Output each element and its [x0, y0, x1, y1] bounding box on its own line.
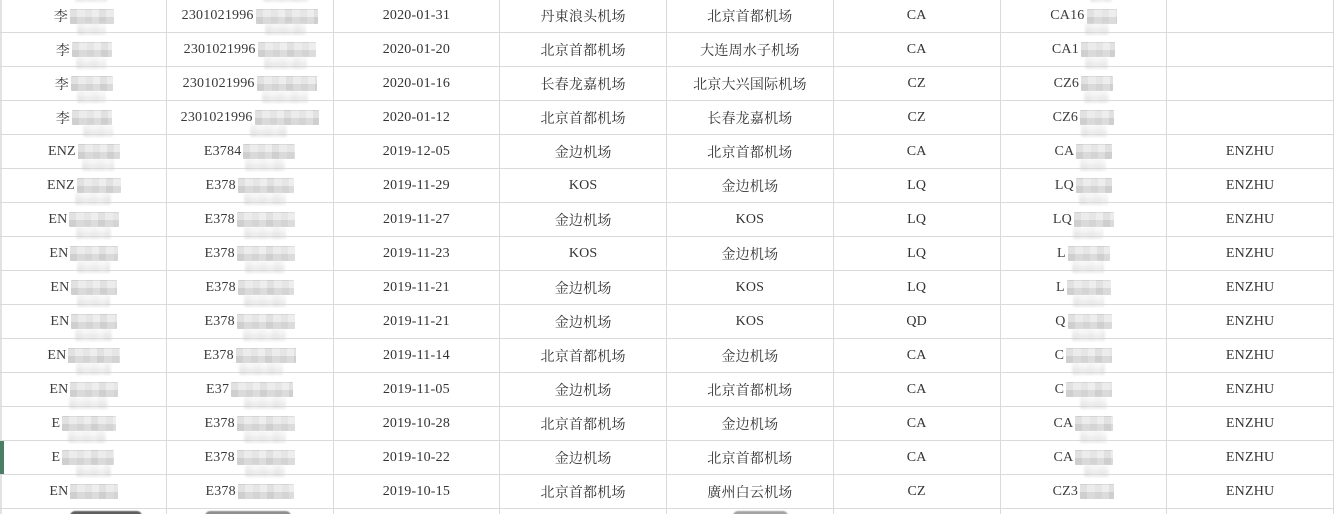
- cell-flight-date-text: 2020-01-31: [382, 8, 451, 23]
- cell-flight-number-visible-text: CZ6: [1053, 75, 1080, 91]
- cell-arrival-airport[interactable]: [667, 407, 834, 440]
- cell-arrival-airport-text: 北京首都机场: [707, 10, 793, 25]
- cell-flight-date[interactable]: [334, 373, 501, 406]
- redacted-blur: [1075, 450, 1113, 465]
- cell-arrival-airport[interactable]: [667, 0, 834, 32]
- cell-id-number-visible-text: E378: [204, 449, 235, 465]
- cell-flight-number-visible-text: CZ6: [1052, 109, 1079, 125]
- cell-departure-airport[interactable]: [500, 441, 667, 474]
- cell-id-number-visible-text: E378: [205, 177, 236, 193]
- cell-departure-airport-text: 长春龙嘉机场: [540, 77, 626, 93]
- cell-remark[interactable]: [1167, 271, 1334, 304]
- cell-flight-number-visible-text: LQ: [1052, 211, 1072, 227]
- cell-passenger-name-visible-text: EN: [49, 245, 69, 261]
- redacted-blur: [238, 178, 294, 193]
- redacted-blur: [1076, 178, 1112, 193]
- cell-arrival-airport[interactable]: [667, 169, 834, 202]
- redacted-blur: [238, 280, 294, 295]
- redacted-blur: [243, 144, 295, 159]
- cell-passenger-name-visible-text: E: [51, 449, 61, 465]
- cell-departure-airport[interactable]: [500, 169, 667, 202]
- cell-flight-date-text: 2020-01-16: [382, 75, 451, 91]
- redacted-blur: [237, 416, 295, 431]
- redacted-blur: [62, 450, 114, 465]
- redacted-blur: [237, 450, 295, 465]
- cell-remark[interactable]: [1167, 0, 1334, 32]
- row-selection-indicator: [0, 441, 4, 474]
- cell-departure-airport-text: KOS: [568, 245, 598, 261]
- cell-airline-code-text: CZ: [907, 483, 926, 499]
- cell-flight-date[interactable]: [334, 203, 501, 236]
- cell-departure-airport-text: 金边机场: [554, 281, 612, 297]
- cell-arrival-airport-text: 金边机场: [721, 417, 779, 433]
- cell-id-number[interactable]: [167, 33, 334, 66]
- table-row-partial: [0, 509, 1334, 514]
- redacted-blur: [69, 212, 119, 227]
- cell-arrival-airport-text: 金边机场: [721, 349, 779, 365]
- redacted-blur: [78, 144, 120, 159]
- cell-passenger-name-visible-text: 李: [55, 43, 70, 59]
- cell-remark-text: ENZHU: [1225, 347, 1275, 363]
- cell-airline-code[interactable]: [834, 0, 1001, 32]
- cell-remark-text: ENZHU: [1225, 449, 1275, 465]
- table-row: [0, 271, 1334, 305]
- cell-passenger-name-visible-text: EN: [48, 211, 68, 227]
- cell-arrival-airport[interactable]: [667, 67, 834, 100]
- cell-remark-text: ENZHU: [1225, 415, 1275, 431]
- cell-id-number-visible-text: E37: [206, 381, 230, 397]
- cell-arrival-airport-text: 廣州白云机场: [707, 485, 793, 501]
- cell-airline-code-text: LQ: [907, 177, 927, 193]
- redacted-blur: [70, 9, 114, 24]
- cell-departure-airport[interactable]: [500, 237, 667, 270]
- cell-arrival-airport[interactable]: [667, 441, 834, 474]
- cell-airline-code[interactable]: [834, 67, 1001, 100]
- cell-departure-airport-text: 金边机场: [554, 383, 612, 399]
- cell-flight-date[interactable]: [334, 475, 501, 508]
- cell-arrival-airport-text: 北京首都机场: [707, 451, 793, 467]
- cell-arrival-airport[interactable]: [667, 475, 834, 508]
- redacted-blur: [1068, 314, 1112, 329]
- cell-passenger-name-visible-text: E: [51, 415, 61, 431]
- cell-flight-date-text: 2019-11-27: [382, 211, 450, 227]
- cell-id-number-visible-text: E3784: [203, 143, 242, 159]
- table-row: [0, 33, 1334, 67]
- cell-id-number-visible-text: E378: [204, 245, 235, 261]
- cell-airline-code[interactable]: [834, 441, 1001, 474]
- redacted-blur: [1087, 9, 1117, 24]
- cell-flight-date-text: 2019-11-21: [382, 279, 450, 295]
- cell-remark[interactable]: [1167, 441, 1334, 474]
- cell-arrival-airport[interactable]: [667, 237, 834, 270]
- cell-airline-code[interactable]: [834, 271, 1001, 304]
- redacted-blur: [257, 76, 317, 91]
- cell-flight-date[interactable]: [334, 169, 501, 202]
- cell-departure-airport-text: 金边机场: [554, 451, 612, 467]
- cell-flight-date[interactable]: [334, 407, 501, 440]
- cell-remark-text: ENZHU: [1225, 381, 1275, 397]
- cell-airline-code-text: CA: [906, 381, 927, 397]
- cell-remark[interactable]: [1167, 339, 1334, 372]
- redacted-blur: [1076, 144, 1112, 159]
- partial-cell: [1001, 509, 1168, 514]
- cell-flight-number[interactable]: [1001, 0, 1168, 32]
- cell-flight-date-text: 2020-01-20: [382, 41, 451, 57]
- cell-airline-code[interactable]: [834, 305, 1001, 338]
- redacted-blur: [72, 110, 112, 125]
- cell-arrival-airport-text: 北京首都机场: [707, 383, 793, 399]
- cell-arrival-airport[interactable]: [667, 339, 834, 372]
- cell-flight-number[interactable]: [1001, 33, 1168, 66]
- cell-flight-date-text: 2019-10-22: [382, 449, 451, 465]
- cell-id-number-visible-text: E378: [203, 347, 234, 363]
- cell-id-number-visible-text: E378: [205, 483, 236, 499]
- redacted-blur: [1075, 416, 1113, 431]
- table-row: [0, 67, 1334, 101]
- table-row: [0, 203, 1334, 237]
- redacted-blur: [68, 348, 120, 363]
- cell-flight-number-visible-text: CA: [1054, 143, 1075, 159]
- cell-remark-text: ENZHU: [1225, 177, 1275, 193]
- cell-airline-code[interactable]: [834, 475, 1001, 508]
- cell-departure-airport[interactable]: [500, 203, 667, 236]
- table-row: [0, 441, 1334, 475]
- cell-airline-code[interactable]: [834, 237, 1001, 270]
- cell-flight-date[interactable]: [334, 0, 501, 32]
- redacted-blur: [70, 246, 118, 261]
- cell-flight-date-text: 2019-11-23: [382, 245, 450, 261]
- cell-id-number-visible-text: E378: [204, 211, 235, 227]
- cell-departure-airport-text: 北京首都机场: [540, 349, 626, 365]
- cell-departure-airport[interactable]: [500, 67, 667, 100]
- cell-id-number-visible-text: E378: [205, 279, 236, 295]
- cell-airline-code-text: CA: [906, 415, 927, 431]
- cell-airline-code[interactable]: [834, 33, 1001, 66]
- cell-airline-code-text: CZ: [907, 109, 926, 125]
- cell-departure-airport[interactable]: [500, 33, 667, 66]
- cell-departure-airport[interactable]: [500, 305, 667, 338]
- cell-flight-date-text: 2019-10-15: [382, 483, 451, 499]
- cell-departure-airport-text: 北京首都机场: [540, 43, 626, 59]
- cell-departure-airport-text: 金边机场: [554, 145, 612, 161]
- cell-id-number[interactable]: [167, 67, 334, 100]
- cell-flight-number-visible-text: Q: [1055, 313, 1066, 329]
- redacted-blur: [237, 246, 295, 261]
- table-row: [0, 373, 1334, 407]
- cell-id-number-visible-text: 2301021996: [182, 75, 255, 91]
- cell-remark-text: ENZHU: [1225, 245, 1275, 261]
- cell-remark[interactable]: [1167, 305, 1334, 338]
- cell-flight-date[interactable]: [334, 101, 501, 134]
- table-row: [0, 407, 1334, 441]
- cell-flight-number-visible-text: CA: [1053, 449, 1074, 465]
- cell-arrival-airport-text: KOS: [735, 313, 765, 329]
- redacted-blur: [1080, 110, 1114, 125]
- cell-flight-date[interactable]: [334, 237, 501, 270]
- redacted-blur: [1074, 212, 1114, 227]
- redacted-blur: [71, 314, 117, 329]
- cell-remark[interactable]: [1167, 203, 1334, 236]
- cell-airline-code-text: CA: [906, 8, 927, 23]
- cell-flight-date-text: 2019-11-21: [382, 313, 450, 329]
- cell-airline-code[interactable]: [834, 407, 1001, 440]
- cell-arrival-airport-text: 北京首都机场: [707, 145, 793, 161]
- cell-flight-number-visible-text: L: [1056, 245, 1066, 261]
- cell-departure-airport[interactable]: [500, 373, 667, 406]
- cell-departure-airport-text: 北京首都机场: [540, 417, 626, 433]
- redacted-blur: [70, 382, 118, 397]
- cell-arrival-airport[interactable]: [667, 373, 834, 406]
- redacted-blur: [1066, 382, 1112, 397]
- cell-flight-date-text: 2019-11-29: [382, 177, 450, 193]
- redacted-blur: [258, 42, 316, 57]
- cell-flight-date[interactable]: [334, 271, 501, 304]
- cell-arrival-airport-text: 长春龙嘉机场: [707, 111, 793, 127]
- cell-remark-text: ENZHU: [1225, 211, 1275, 227]
- cell-airline-code-text: CA: [906, 449, 927, 465]
- cell-airline-code-text: CZ: [907, 75, 926, 91]
- cell-flight-date-text: 2019-11-05: [382, 381, 450, 397]
- redacted-blur: [1067, 280, 1111, 295]
- cell-arrival-airport[interactable]: [667, 271, 834, 304]
- redacted-blur: [237, 314, 295, 329]
- partial-cell: [334, 509, 501, 514]
- cell-airline-code[interactable]: [834, 373, 1001, 406]
- cell-id-number-visible-text: 2301021996: [180, 109, 253, 125]
- cell-flight-date[interactable]: [334, 33, 501, 66]
- cell-flight-number-visible-text: CA: [1053, 415, 1074, 431]
- cell-arrival-airport[interactable]: [667, 203, 834, 236]
- cell-passenger-name-visible-text: EN: [49, 483, 69, 499]
- cell-remark-text: ENZHU: [1225, 143, 1275, 159]
- redacted-blur: [62, 416, 116, 431]
- cell-id-number-visible-text: E378: [204, 313, 235, 329]
- redacted-blur: [231, 382, 293, 397]
- cell-departure-airport[interactable]: [500, 101, 667, 134]
- cell-id-number-visible-text: 2301021996: [181, 8, 254, 23]
- cell-flight-number[interactable]: [1001, 475, 1168, 508]
- cell-passenger-name[interactable]: [0, 475, 167, 508]
- redacted-blur: [255, 110, 319, 125]
- cell-passenger-name-visible-text: ENZ: [47, 143, 76, 159]
- cell-id-number[interactable]: [167, 0, 334, 32]
- redacted-blur: [1068, 246, 1110, 261]
- cell-arrival-airport[interactable]: [667, 305, 834, 338]
- table-row: [0, 135, 1334, 169]
- table-row: [0, 475, 1334, 509]
- cell-passenger-name-visible-text: 李: [54, 77, 69, 93]
- table-row: [0, 101, 1334, 135]
- cell-airline-code-text: CA: [906, 41, 927, 57]
- redacted-blur: [71, 76, 113, 91]
- cell-flight-date-text: 2019-11-14: [382, 347, 450, 363]
- cell-arrival-airport[interactable]: [667, 33, 834, 66]
- cell-arrival-airport[interactable]: [667, 101, 834, 134]
- cell-passenger-name-visible-text: 李: [53, 10, 68, 25]
- cell-arrival-airport-text: 大连周水子机场: [700, 43, 800, 59]
- redacted-blur: [237, 212, 295, 227]
- cell-arrival-airport[interactable]: [667, 135, 834, 168]
- cell-remark[interactable]: [1167, 475, 1334, 508]
- cell-departure-airport-text: 金边机场: [554, 213, 612, 229]
- cell-departure-airport-text: 北京首都机场: [540, 485, 626, 501]
- cell-departure-airport-text: 丹東浪头机场: [540, 10, 626, 25]
- cell-departure-airport[interactable]: [500, 475, 667, 508]
- cell-remark[interactable]: [1167, 373, 1334, 406]
- cell-remark[interactable]: [1167, 407, 1334, 440]
- table-row: [0, 305, 1334, 339]
- redacted-blur: [238, 484, 294, 499]
- table-row: [0, 169, 1334, 203]
- cell-passenger-name-visible-text: EN: [49, 381, 69, 397]
- cell-airline-code[interactable]: [834, 101, 1001, 134]
- cell-departure-airport-text: 金边机场: [554, 315, 612, 331]
- cell-flight-date[interactable]: [334, 441, 501, 474]
- redacted-blur: [236, 348, 296, 363]
- table-row: [0, 237, 1334, 271]
- partial-cell: [500, 509, 667, 514]
- cell-departure-airport-text: KOS: [568, 177, 598, 193]
- redacted-blur: [1080, 484, 1114, 499]
- cell-flight-number-visible-text: C: [1054, 347, 1065, 363]
- cell-remark[interactable]: [1167, 135, 1334, 168]
- cell-airline-code-text: LQ: [907, 211, 927, 227]
- cell-flight-number-visible-text: CA1: [1051, 41, 1079, 57]
- cell-passenger-name-visible-text: ENZ: [46, 177, 75, 193]
- cell-remark[interactable]: [1167, 169, 1334, 202]
- cell-departure-airport[interactable]: [500, 339, 667, 372]
- table-row: [0, 0, 1334, 33]
- cell-passenger-name-visible-text: 李: [55, 111, 70, 127]
- cell-arrival-airport-text: 北京大兴国际机场: [693, 77, 807, 93]
- cell-remark[interactable]: [1167, 237, 1334, 270]
- cell-flight-number-visible-text: C: [1054, 381, 1065, 397]
- cell-airline-code-text: LQ: [907, 279, 927, 295]
- cell-flight-number-visible-text: LQ: [1054, 177, 1074, 193]
- redacted-blur: [71, 280, 117, 295]
- cell-departure-airport[interactable]: [500, 407, 667, 440]
- cell-flight-date-text: 2019-12-05: [382, 143, 451, 159]
- cell-airline-code-text: CA: [906, 143, 927, 159]
- cell-flight-date[interactable]: [334, 305, 501, 338]
- cell-id-number-visible-text: E378: [204, 415, 235, 431]
- redacted-blur: [1081, 42, 1115, 57]
- cell-passenger-name-visible-text: EN: [47, 347, 67, 363]
- redacted-blur: [1081, 76, 1113, 91]
- cell-remark-text: ENZHU: [1225, 483, 1275, 499]
- cell-remark[interactable]: [1167, 101, 1334, 134]
- cell-airline-code[interactable]: [834, 203, 1001, 236]
- cell-flight-number-visible-text: CA16: [1050, 8, 1085, 23]
- cell-airline-code[interactable]: [834, 169, 1001, 202]
- cell-departure-airport[interactable]: [500, 271, 667, 304]
- cell-airline-code-text: LQ: [907, 245, 927, 261]
- redacted-blur: [77, 178, 121, 193]
- cell-arrival-airport-text: 金边机场: [721, 179, 779, 195]
- cell-airline-code-text: QD: [906, 313, 927, 329]
- cell-id-number[interactable]: [167, 475, 334, 508]
- cell-airline-code-text: CA: [906, 347, 927, 363]
- cell-remark-text: ENZHU: [1225, 279, 1275, 295]
- cell-arrival-airport-text: KOS: [735, 279, 765, 295]
- cell-remark[interactable]: [1167, 33, 1334, 66]
- cell-flight-number-visible-text: L: [1055, 279, 1065, 295]
- cell-flight-date-text: 2020-01-12: [382, 109, 451, 125]
- redacted-blur: [256, 9, 318, 24]
- redacted-blur: [70, 484, 118, 499]
- redacted-blur: [72, 42, 112, 57]
- cell-airline-code[interactable]: [834, 339, 1001, 372]
- cell-flight-date[interactable]: [334, 135, 501, 168]
- cell-remark[interactable]: [1167, 67, 1334, 100]
- partial-cell: [1167, 509, 1334, 514]
- cell-departure-airport[interactable]: [500, 135, 667, 168]
- cell-flight-number-visible-text: CZ3: [1052, 483, 1079, 499]
- cell-departure-airport[interactable]: [500, 0, 667, 32]
- table-row: [0, 339, 1334, 373]
- cell-flight-date[interactable]: [334, 339, 501, 372]
- cell-arrival-airport-text: KOS: [735, 211, 765, 227]
- cell-remark-text: ENZHU: [1225, 313, 1275, 329]
- cell-flight-date[interactable]: [334, 67, 501, 100]
- cell-passenger-name-visible-text: EN: [50, 279, 70, 295]
- cell-id-number-visible-text: 2301021996: [183, 41, 256, 57]
- cell-passenger-name-visible-text: EN: [50, 313, 70, 329]
- redacted-blur: [1066, 348, 1112, 363]
- cell-departure-airport-text: 北京首都机场: [540, 111, 626, 127]
- cell-flight-date-text: 2019-10-28: [382, 415, 451, 431]
- partial-cell: [834, 509, 1001, 514]
- cell-airline-code[interactable]: [834, 135, 1001, 168]
- cell-arrival-airport-text: 金边机场: [721, 247, 779, 263]
